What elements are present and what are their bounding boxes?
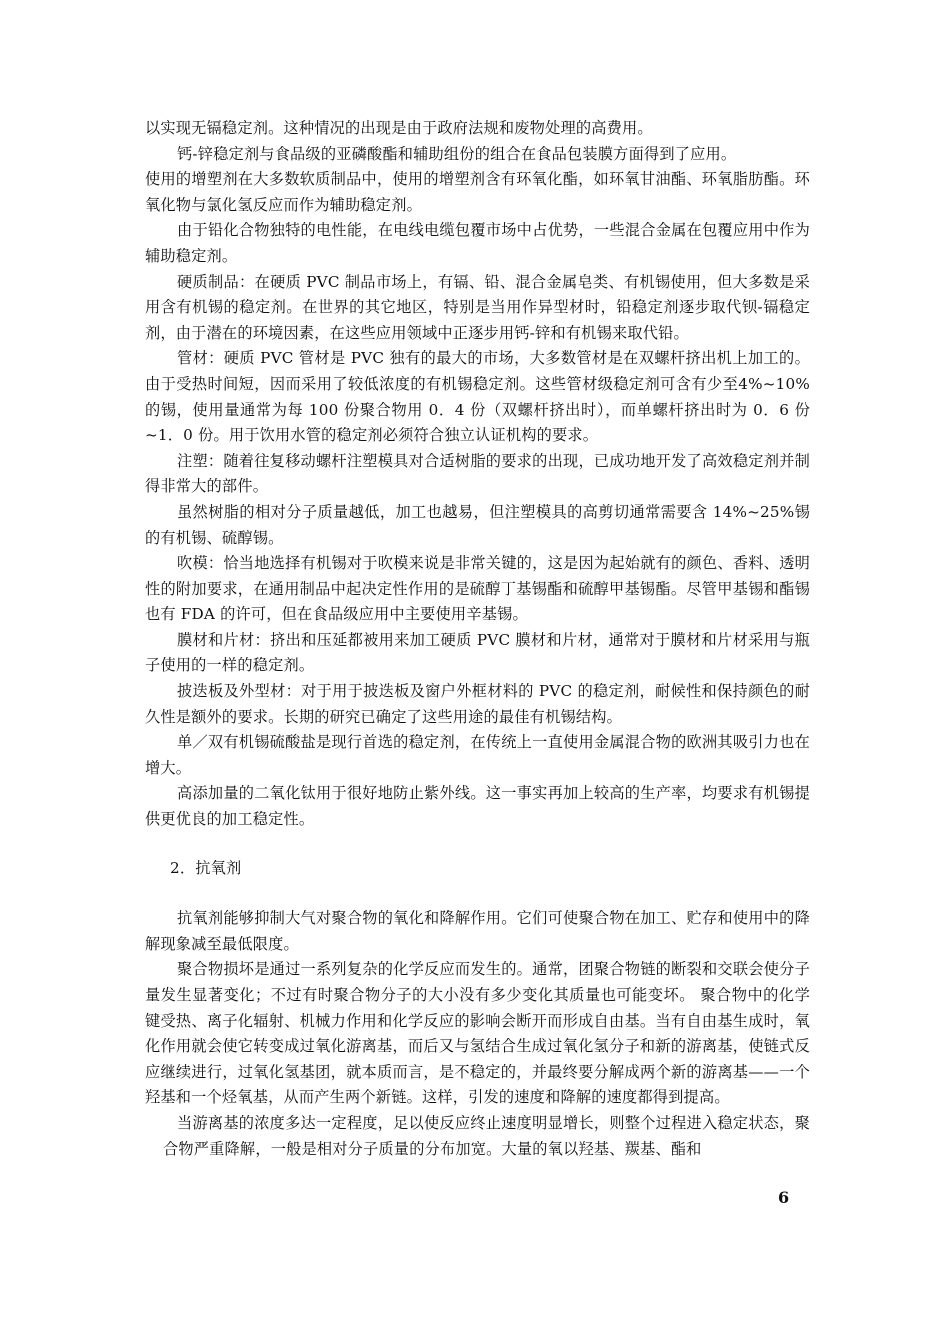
paragraph: 披迭板及外型材：对于用于披迭板及窗户外框材料的 PVC 的稳定剂，耐候性和保持颜色的耐久性是额外的要求。长期的研究已确定了这些用途的最佳有机锡结构。 [145, 682, 810, 726]
paragraph: 以实现无镉稳定剂。这种情况的出现是由于政府法规和废物处理的高费用。 [145, 119, 653, 137]
paragraph: 由于铅化合物独特的电性能，在电线电缆包覆市场中占优势，一些混合金属在包覆应用中作为辅助稳定剂。 [145, 221, 810, 265]
paragraph: 聚合物损坏是通过一系列复杂的化学反应而发生的。通常，团聚合物链的断裂和交联会使分子量发生显著变化；不过有时聚合物分子的大小没有多少变化其质量也可能变坏。 聚合物中的化学键受热、离子化辐射、机械力作用和化学反应的影响会断开而形成自由基。当有自由基生成时，氧化作用就会使它转变成过氧化游离基，而后又与氢结合生成过氧化氢分子和新的游离基，使链式反应继续进行，过氧化氢基团，就本质而言，是不稳定的，并最终要分解成两个新的游离基——一个羟基和一个烃氧基，从而产生两个新链。这样，引发的速度和降解的速度都得到提高。 [145, 960, 810, 1107]
paragraph: 虽然树脂的相对分子质量越低，加工也越易，但注塑模具的高剪切通常需要含 14%~25%锡的有机锡、硫醇锡。 [145, 502, 810, 547]
paragraph: 使用的增塑剂在大多数软质制品中，使用的增塑剂含有环氧化酯，如环氧甘油酯、环氧脂肪酯。环氧化物与氯化氢反应而作为辅助稳定剂。 [145, 170, 810, 214]
paragraph: 当游离基的浓度多达一定程度，足以使反应终止速度明显增长，则整个过程进入稳定状态，聚合物严重降解，一般是相对分子质量的分布加宽。大量的氧以羟基、羰基、酯和 [163, 1113, 810, 1158]
paragraph: 吹模：恰当地选择有机锡对于吹模来说是非常关键的，这是因为起始就有的颜色、香料、透明性的附加要求，在通用制品中起决定性作用的是硫醇丁基锡酯和硫醇甲基锡酯。尽管甲基锡和酯锡也有 FDA 的许可，但在食品级应用中主要使用辛基锡。 [145, 554, 810, 624]
paragraph: 膜材和片材：挤出和压延都被用来加工硬质 PVC 膜材和片材，通常对于膜材和片材采用与瓶子使用的一样的稳定剂。 [145, 630, 811, 675]
paragraph: 注塑：随着往复移动螺杆注塑模具对合适树脂的要求的出现，已成功地开发了高效稳定剂并制得非常大的部件。 [145, 451, 810, 496]
body-text [145, 116, 810, 1162]
paragraph: 硬质制品：在硬质 PVC 制品市场上，有镉、铅、混合金属皂类、有机锡使用，但大多数是采用含有机锡的稳定剂。在世界的其它地区，特别是当用作异型材时，铅稳定剂逐步取代钡-镉稳定剂，由于潜在的环境因素，在这些应用领域中正逐步用钙-锌和有机锡来取代铅。 [145, 272, 810, 342]
paragraph: 管材：硬质 PVC 管材是 PVC 独有的最大的市场，大多数管材是在双螺杆挤出机上加工的。由于受热时间短，因而采用了较低浓度的有机锡稳定剂。这些管材级稳定剂可含有少至4%~10%的锡，使用量通常为每 100 份聚合物用 0．4 份（双螺杆挤出时），而单螺杆挤出时为 0．6 份~1．0 份。用于饮用水管的稳定剂必须符合独立认证机构的要求。 [145, 349, 810, 445]
paragraph: 高添加量的二氧化钛用于很好地防止紫外线。这一事实再加上较高的生产率，均要求有机锡提供更优良的加工稳定性。 [145, 784, 810, 829]
section-heading: 2．抗氧剂 [170, 858, 242, 877]
paragraph: 钙-锌稳定剂与食品级的亚磷酸酯和辅助组份的组合在食品包装膜方面得到了应用。 [177, 144, 737, 163]
paragraph: 单／双有机锡硫酸盐是现行首选的稳定剂，在传统上一直使用金属混合物的欧洲其吸引力也在增大。 [145, 733, 810, 777]
page-number: 6 [778, 1188, 790, 1207]
paragraph: 抗氧剂能够抑制大气对聚合物的氧化和降解作用。它们可使聚合物在加工、贮存和使用中的降解现象减至最低限度。 [145, 909, 810, 953]
